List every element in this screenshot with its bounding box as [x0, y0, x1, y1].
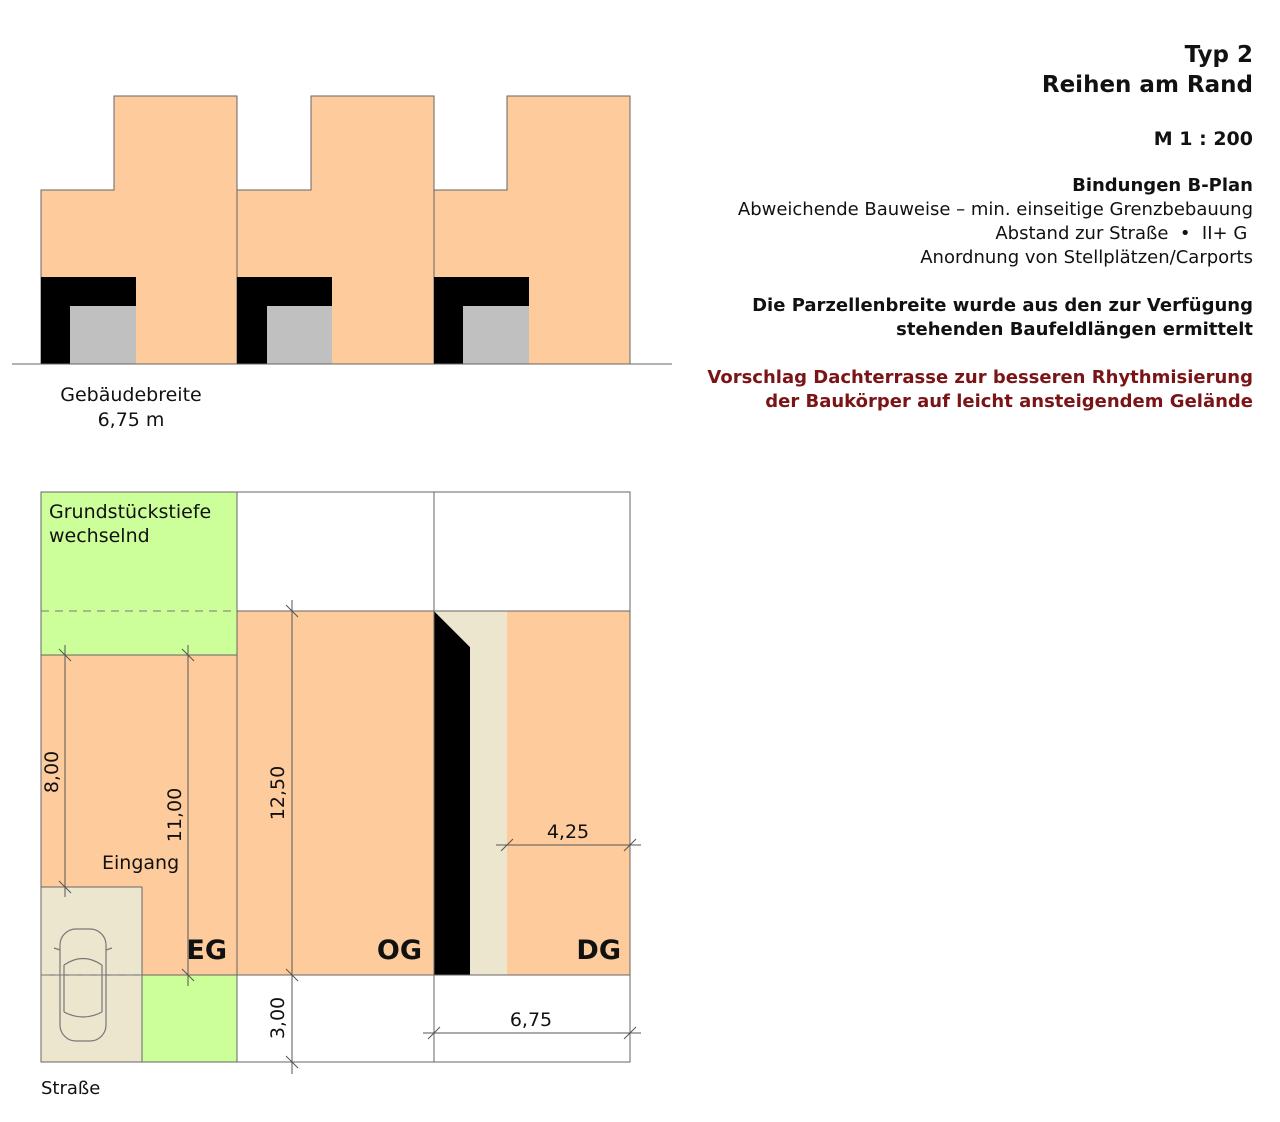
carport-3	[434, 277, 529, 364]
street-label: Straße	[41, 1078, 101, 1099]
note-line-1: Die Parzellenbreite wurde aus den zur Verfügung	[752, 295, 1253, 316]
binding-line-1: Abweichende Bauweise – min. einseitige Grenzbebauung	[737, 199, 1253, 220]
dg-floor-area	[507, 611, 630, 975]
garage-door-2	[267, 306, 332, 364]
bindings-heading: Bindungen B-Plan	[1072, 175, 1253, 196]
building-width-value: 6,75 m	[97, 409, 165, 431]
floor-label-dg: DG	[576, 935, 621, 966]
plot-depth-label-1: Grundstückstiefe	[49, 501, 212, 523]
floor-label-og: OG	[376, 935, 422, 966]
info-panel	[613, 40, 1253, 414]
dim-setback: 3,00	[267, 996, 289, 1040]
building-width-label: Gebäudebreite	[60, 384, 202, 406]
plan-view	[41, 492, 641, 1099]
dim-eg-depth-a: 8,00	[41, 750, 63, 794]
scale-label: M 1 : 200	[1153, 128, 1253, 150]
dim-terrace-width: 4,25	[546, 821, 590, 843]
type-title: Typ 2	[1184, 42, 1253, 68]
carport-1	[41, 277, 136, 364]
binding-line-2: Abstand zur Straße • II+ G	[995, 223, 1253, 244]
plot-depth-label-2: wechselnd	[49, 525, 150, 547]
garage-door-3	[463, 306, 529, 364]
floor-label-eg: EG	[186, 935, 227, 966]
garden-front	[142, 975, 237, 1062]
garage-door-1	[70, 306, 136, 364]
binding-line-3: Anordnung von Stellplätzen/Carports	[920, 247, 1253, 268]
dim-og-depth: 12,50	[267, 765, 289, 821]
proposal-line-1: Vorschlag Dachterrasse zur besseren Rhythmisierung	[707, 367, 1253, 388]
dim-plot-width: 6,75	[509, 1009, 553, 1031]
elevation-view	[12, 96, 672, 431]
carport-2	[237, 277, 332, 364]
dim-eg-depth-b: 11,00	[164, 787, 186, 843]
entrance-label: Eingang	[102, 852, 180, 874]
type-subtitle: Reihen am Rand	[1041, 72, 1253, 98]
note-line-2: stehenden Baufeldlängen ermittelt	[896, 319, 1253, 340]
proposal-line-2: der Baukörper auf leicht ansteigendem Gelände	[765, 391, 1253, 412]
dg-wall	[434, 611, 470, 975]
